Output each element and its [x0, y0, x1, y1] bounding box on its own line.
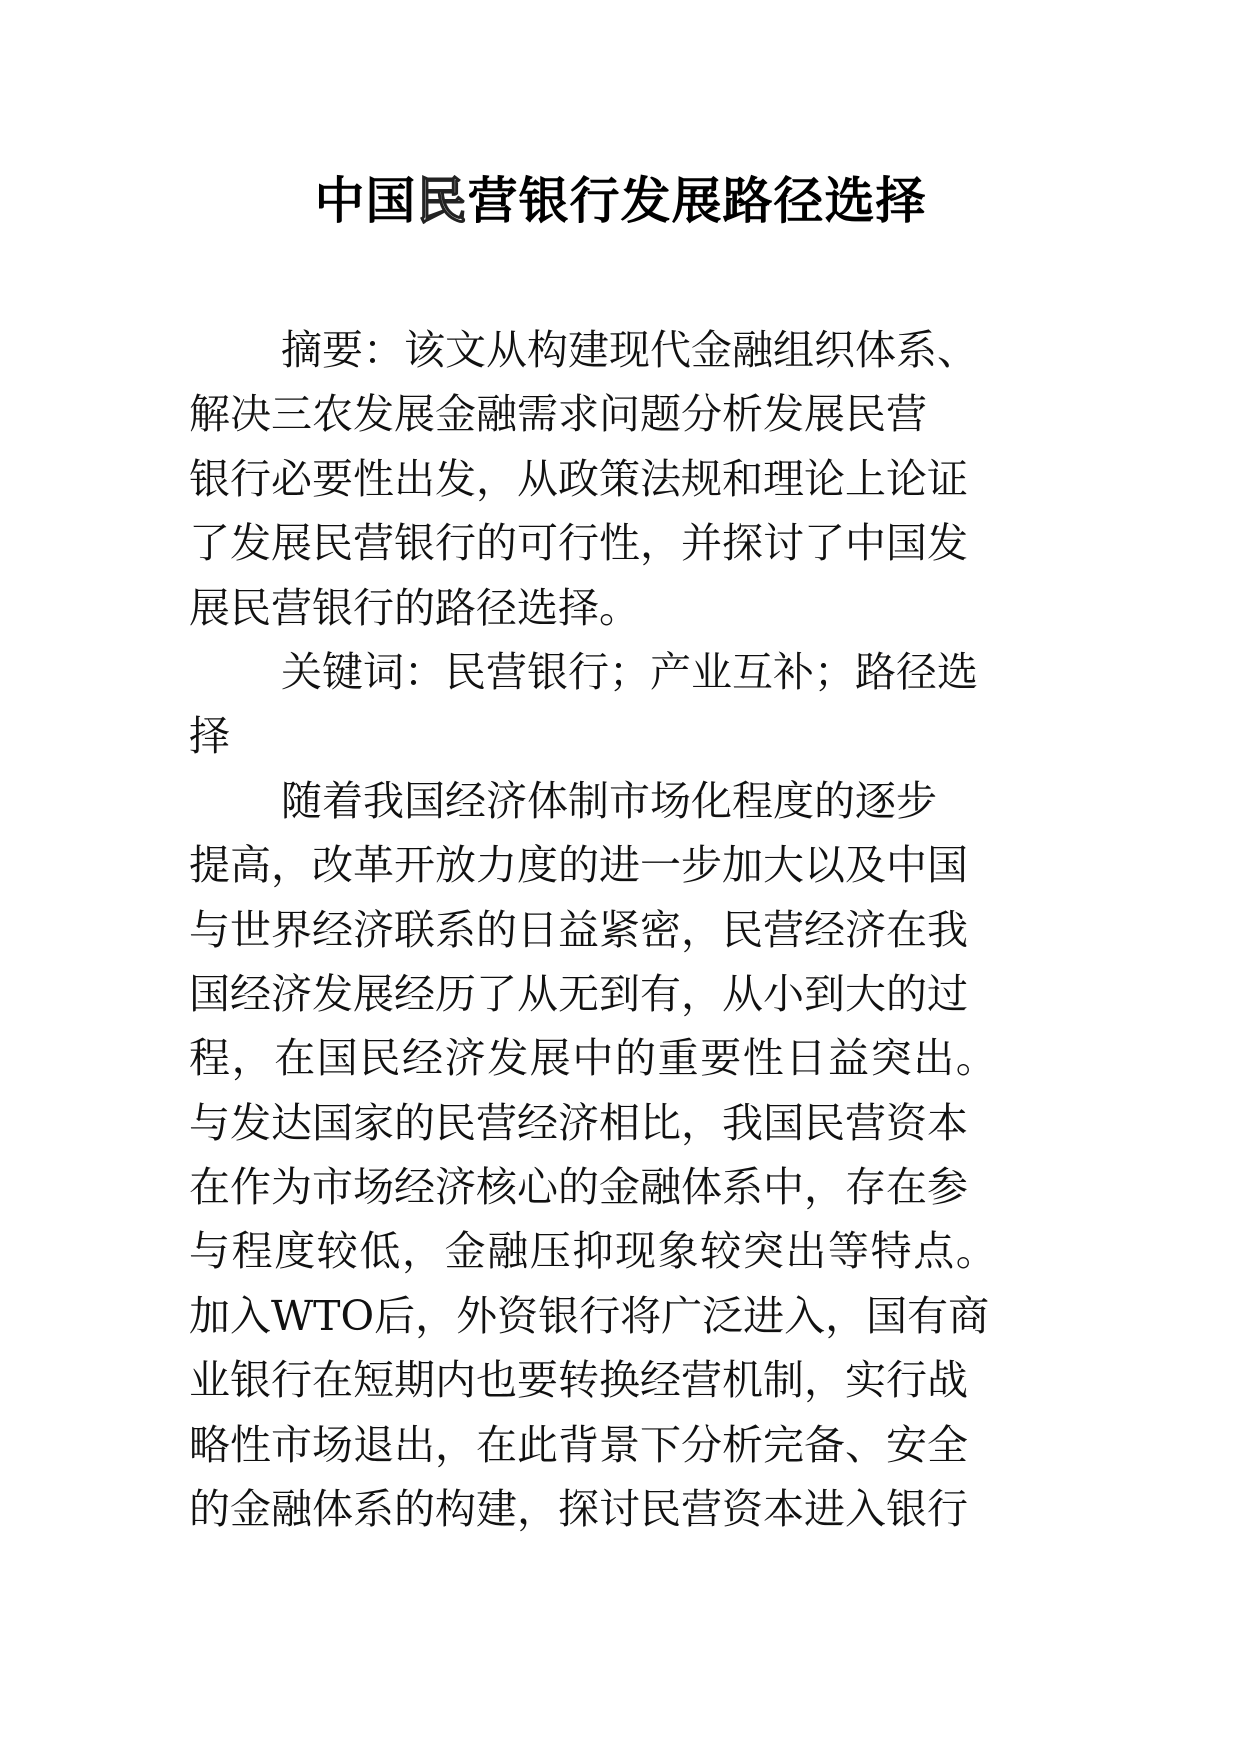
paragraph-line: 随着我国经济体制市场化程度的逐步 [281, 776, 937, 825]
paragraph-line: 的金融体系的构建，探讨民营资本进入银行 [189, 1485, 968, 1534]
paragraph-line: 程，在国民经济发展中的重要性日益突出。 [189, 1034, 999, 1083]
paragraph-line: 提高，改革开放力度的进一步加大以及中国 [189, 841, 968, 890]
paragraph-line: 在作为市场经济核心的金融体系中，存在参 [189, 1163, 968, 1212]
abstract-line: 解决三农发展金融需求问题分析发展民营 [189, 390, 927, 439]
abstract-line: 银行必要性出发，从政策法规和理论上论证 [189, 454, 968, 503]
title-part-1: 中国 [314, 172, 417, 230]
body-text [189, 318, 1059, 1541]
paragraph-line: 业银行在短期内也要转换经营机制，实行战 [189, 1356, 968, 1405]
abstract-line: 了发展民营银行的可行性，并探讨了中国发 [189, 519, 968, 568]
paragraph-line: 与程度较低，金融压抑现象较突出等特点。 [189, 1227, 999, 1276]
title-outline-char: 民 [416, 172, 468, 230]
paragraph-line: 与发达国家的民营经济相比，我国民营资本 [189, 1098, 968, 1147]
paragraph-line: 加入WTO后，外资银行将广泛进入，国有商 [189, 1291, 990, 1340]
keywords-line: 择 [189, 712, 230, 761]
abstract-line: 摘要：该文从构建现代金融组织体系、 [281, 326, 978, 374]
abstract-line: 展民营银行的路径选择。 [189, 583, 640, 632]
page-title [0, 166, 1241, 236]
paragraph-line: 国经济发展经历了从无到有，从小到大的过 [189, 969, 968, 1018]
title-part-2: 营银行发展路径选择 [467, 172, 927, 230]
keywords-line: 关键词：民营银行；产业互补；路径选 [281, 647, 978, 696]
paragraph-line: 略性市场退出，在此背景下分析完备、安全 [189, 1420, 968, 1469]
paragraph-line: 与世界经济联系的日益紧密，民营经济在我 [189, 905, 968, 954]
